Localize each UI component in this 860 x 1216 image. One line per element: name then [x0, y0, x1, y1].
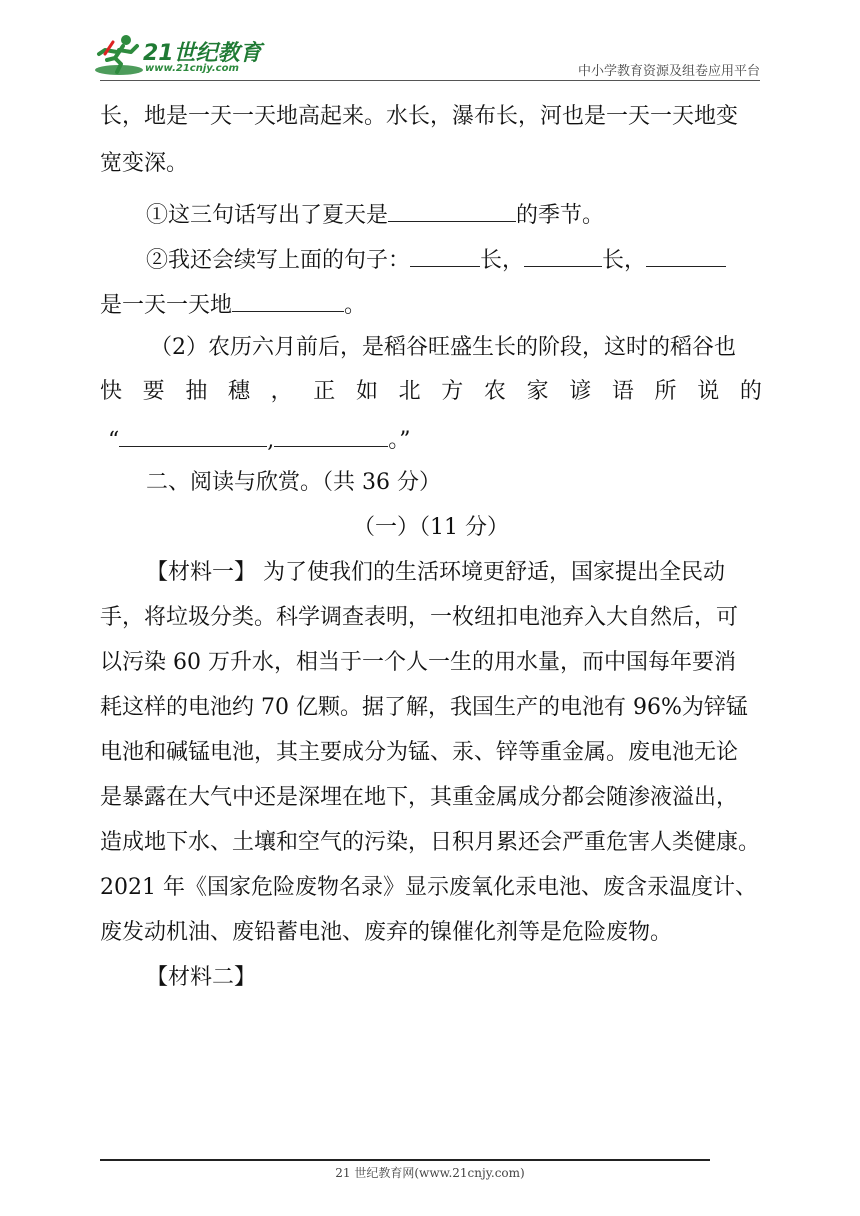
question-text: ①这三句话写出了夏天是 — [146, 203, 389, 228]
material-1-line: 是暴露在大气中还是深埋在地下，其重金属成分都会随渗液溢出， — [100, 785, 739, 810]
answer-blank[interactable] — [274, 424, 388, 447]
quote-mark: “ — [108, 428, 120, 453]
platform-name: 中小学教育资源及组卷应用平台 — [577, 64, 760, 79]
question-1 — [146, 199, 762, 230]
runner-icon — [93, 32, 149, 78]
char: ， — [270, 379, 293, 404]
logo-text: 21世纪教育 — [143, 41, 262, 66]
char: 快 — [100, 379, 123, 404]
char: 正 — [313, 379, 336, 404]
material-1-line: 以污染 60 万升水，相当于一个人一生的用水量，而中国每年要消 — [100, 650, 736, 675]
material-1-line: 废发动机油、废铅蓄电池、废弃的镍催化剂等是危险废物。 — [100, 920, 673, 945]
char: 农 — [483, 379, 506, 404]
brand-logo — [93, 32, 273, 82]
question-text: 的季节。 — [516, 203, 605, 228]
char: 谚 — [569, 379, 592, 404]
material-2-title: 【材料二】 — [146, 965, 257, 990]
header-divider — [100, 80, 760, 81]
material-1-line: 电池和碱锰电池，其主要成分为锰、汞、锌等重金属。废电池无论 — [100, 740, 739, 765]
page-header — [0, 0, 860, 90]
answer-blank[interactable] — [232, 289, 344, 312]
answer-blank[interactable] — [119, 424, 267, 447]
question-text: 是一天一天地 — [100, 293, 233, 318]
material-1-line: 造成地下水、土壤和空气的污染，日积月累还会严重危害人类健康。 — [100, 830, 761, 855]
char: 家 — [526, 379, 549, 404]
quote-mark: 。” — [388, 428, 411, 453]
question-2-cont — [100, 289, 762, 320]
part-heading: （一）（11 分） — [353, 515, 509, 540]
char: 要 — [142, 379, 165, 404]
question-text: 。 — [344, 293, 367, 318]
answer-blank[interactable] — [410, 244, 480, 267]
char: 方 — [441, 379, 464, 404]
question-text: 长， — [480, 248, 525, 273]
question-2 — [146, 244, 762, 275]
answer-blank[interactable] — [646, 244, 726, 267]
char: 北 — [398, 379, 421, 404]
char: 穗 — [227, 379, 250, 404]
char: 说 — [697, 379, 720, 404]
answer-blank[interactable] — [524, 244, 602, 267]
char: 的 — [739, 379, 762, 404]
section-heading: 二、阅读与欣赏。（共 36 分） — [146, 470, 441, 495]
char: 抽 — [185, 379, 208, 404]
answer-blank[interactable] — [388, 199, 516, 222]
paragraph-2: （2）农历六月前后，是稻谷旺盛生长的阶段，这时的稻谷也 — [150, 335, 736, 360]
question-text: 长， — [602, 248, 647, 273]
proverb-line — [108, 424, 770, 455]
footer-text: 21 世纪教育网(www.21cnjy.com) — [335, 1166, 525, 1180]
char: 所 — [654, 379, 677, 404]
footer-divider — [100, 1159, 710, 1161]
material-1-line: 2021 年《国家危险废物名录》显示废氧化汞电池、废含汞温度计、 — [100, 875, 757, 900]
material-1-line: 手，将垃圾分类。科学调查表明，一枚纽扣电池弃入大自然后，可 — [100, 605, 739, 630]
quote-comma: , — [267, 428, 275, 453]
text-line: 长，地是一天一天地高起来。水长，瀑布长，河也是一天一天地变 — [100, 104, 739, 129]
material-1-line: 【材料一】 为了使我们的生活环境更舒适，国家提出全民动 — [146, 560, 725, 585]
material-1-line: 耗这样的电池约 70 亿颗。据了解，我国生产的电池有 96%为锌锰 — [100, 695, 748, 720]
char: 语 — [611, 379, 634, 404]
paragraph-2-justified — [100, 378, 762, 406]
text-line: 宽变深。 — [100, 151, 189, 176]
question-text: ②我还会续写上面的句子： — [146, 248, 411, 273]
logo-url: www.21cnjy.com — [145, 63, 239, 74]
char: 如 — [355, 379, 378, 404]
